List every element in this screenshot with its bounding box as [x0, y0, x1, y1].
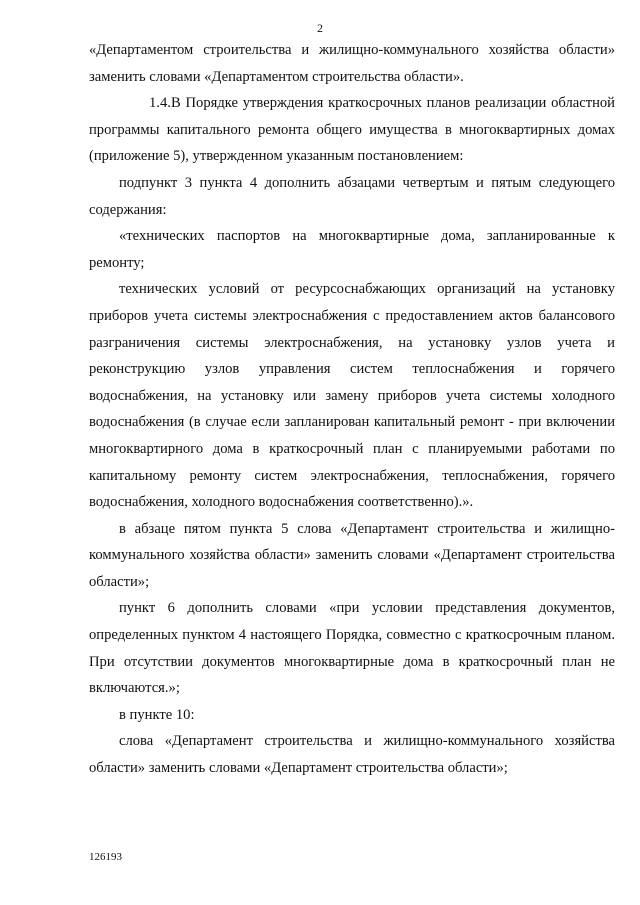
paragraph-item-6: пункт 6 дополнить словами «при условии представления документов, определенных пунктом 4 настоящего Порядка, совместно с краткосрочным планом. При отсутствии документов многоквартирные дома в краткосрочный план не включаются.»; [89, 600, 615, 697]
document-code: 126193 [89, 851, 122, 863]
paragraph-technical-conditions: технических условий от ресурсоснабжающих организаций на установку приборов учета системы электроснабжения с предоставлением актов балансового разграничения системы электроснабжения, на установку узлов учета и реконструкцию узлов управления систем теплоснабжения и горячего водоснабжения, на установку или замену приборов учета системы холодного водоснабжения (в случае если запланирован капитальный ремонт - при включении многоквартирного дома в краткосрочный план с планируемыми работами по капитальному ремонту систем электроснабжения, теплоснабжения, горячего водоснабжения, холодного водоснабжения соответственно).». [89, 281, 615, 511]
paragraph-item-10-words: слова «Департамент строительства и жилищно-коммунального хозяйства области» заменить словами «Департамент строительства области»; [89, 733, 615, 777]
page-number: 2 [317, 21, 323, 35]
document-body [89, 37, 615, 782]
paragraph-subitem-3: подпункт 3 пункта 4 дополнить абзацами четвертым и пятым следующего содержания: [89, 174, 615, 218]
paragraph-quote-passports: «технических паспортов на многоквартирные дома, запланированные к ремонту; [89, 228, 615, 271]
item-text: В Порядке утверждения краткосрочных планов реализации областной программы капитального ремонта общего имущества в многоквартирных домах (приложение 5), утвержденном указанным постановлением: [89, 95, 615, 165]
paragraph-replacement-continued: «Департаментом строительства и жилищно-коммунального хозяйства области» заменить словами «Департаментом строительства области». [89, 42, 615, 85]
item-number: 1.4. [149, 95, 171, 112]
paragraph-item-5: в абзаце пятом пункта 5 слова «Департамент строительства и жилищно-коммунального хозяйства области» заменить словами «Департамент строительства области»; [89, 520, 615, 590]
paragraph-item-10: в пункте 10: [119, 706, 195, 723]
paragraph-item-1-4 [89, 90, 615, 170]
